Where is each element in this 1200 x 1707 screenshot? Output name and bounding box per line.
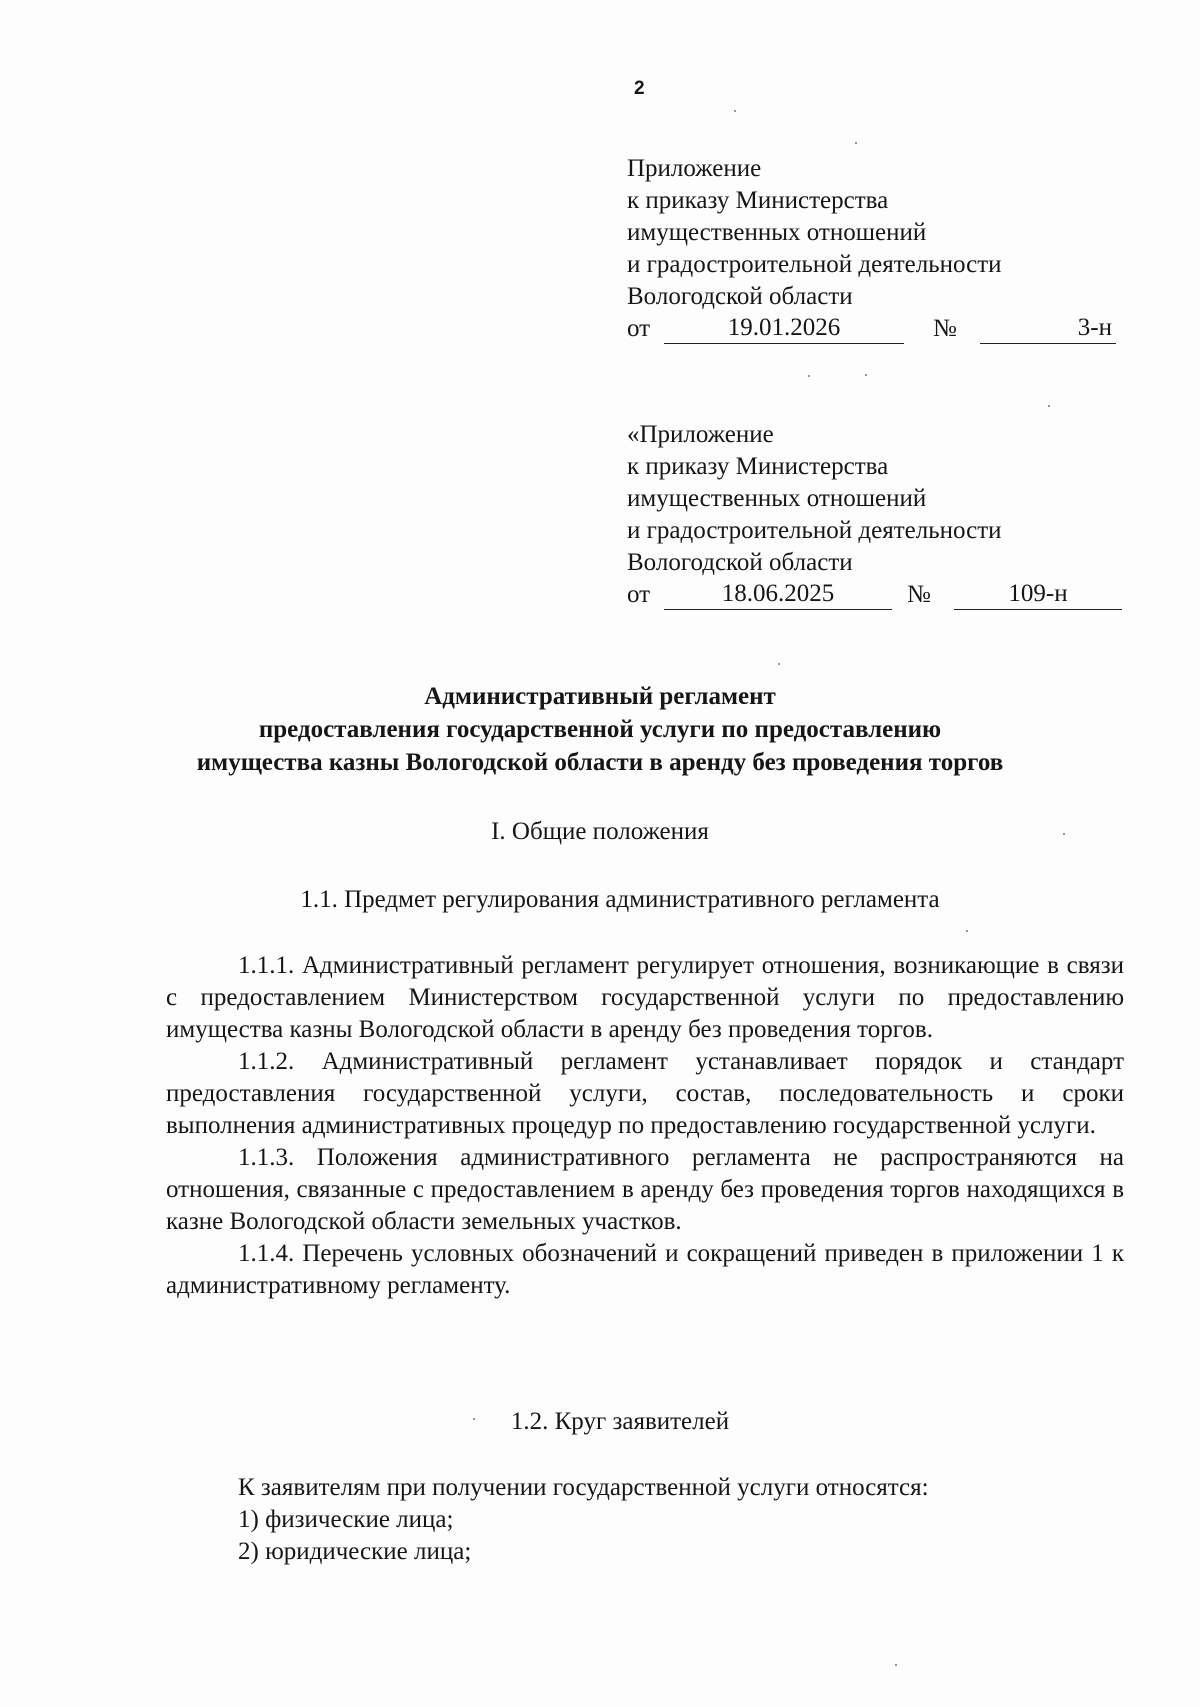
scan-speck bbox=[778, 663, 780, 665]
order-number: 109-н bbox=[954, 579, 1122, 610]
from-label: от bbox=[627, 581, 651, 608]
title-line: Административный регламент bbox=[424, 683, 776, 710]
list-item: 2) юридические лица; bbox=[238, 1538, 472, 1565]
paragraphs-1-1 bbox=[166, 950, 1124, 1302]
appendix-line: имущественных отношений bbox=[627, 485, 927, 512]
subsection-heading: 1.2. Круг заявителей bbox=[510, 1408, 730, 1435]
appendix-line: Вологодской области bbox=[627, 283, 853, 310]
paragraph-1-1-2: 1.1.2. Административный регламент устанавливает порядок и стандарт предоставления государственной услуги, состав, последовательность и сроки выполнения административных процедур по предоставлению государственной услуги. bbox=[166, 1048, 1124, 1139]
scan-speck bbox=[1048, 405, 1050, 407]
appendix-current-block bbox=[627, 153, 1112, 347]
scan-speck bbox=[808, 375, 810, 377]
list-item: 1) физические лица; bbox=[238, 1506, 454, 1533]
appendix-previous-block bbox=[627, 419, 1068, 613]
order-date: 19.01.2026 bbox=[664, 313, 904, 344]
number-label: № bbox=[933, 315, 957, 342]
scan-speck bbox=[966, 930, 968, 932]
appendix-line: и градостроительной деятельности bbox=[627, 517, 1002, 544]
appendix-line: Вологодской области bbox=[627, 549, 853, 576]
title-line: предоставления государственной услуги по предоставлению bbox=[258, 716, 942, 743]
appendix-line: «Приложение bbox=[627, 421, 774, 448]
appendix-date-line bbox=[627, 579, 1068, 613]
document-title bbox=[120, 680, 1080, 779]
applicants-block bbox=[166, 1472, 1124, 1568]
paragraph-1-1-4: 1.1.4. Перечень условных обозначений и сокращений приведен в приложении 1 к административному регламенту. bbox=[166, 1240, 1124, 1299]
scan-speck bbox=[473, 1418, 475, 1420]
number-label: № bbox=[907, 581, 931, 608]
scan-speck bbox=[855, 142, 857, 144]
order-number: 3-н bbox=[980, 313, 1116, 344]
paragraph-1-1-3: 1.1.3. Положения административного регламента не распространяются на отношения, связанные с предоставлением в аренду без проведения торгов находящихся в казне Вологодской области земельных участков. bbox=[166, 1144, 1124, 1235]
scan-speck bbox=[734, 110, 736, 112]
page-number: 2 bbox=[634, 78, 645, 99]
section-heading: I. Общие положения bbox=[491, 818, 709, 845]
title-line: имущества казны Вологодской области в аренду без проведения торгов bbox=[196, 749, 1004, 776]
appendix-line: Приложение bbox=[627, 155, 762, 182]
from-label: от bbox=[627, 315, 651, 342]
scan-speck bbox=[895, 1664, 897, 1666]
appendix-line: к приказу Министерства bbox=[627, 453, 889, 480]
appendix-line: имущественных отношений bbox=[627, 219, 927, 246]
appendix-date-line bbox=[627, 313, 1112, 347]
order-date: 18.06.2025 bbox=[664, 579, 892, 610]
paragraph-1-1-1: 1.1.1. Административный регламент регулирует отношения, возникающие в связи с предоставлением Министерством государственной услуги по предоставлению имущества казны Вологодской области в аренду без проведения торгов. bbox=[166, 952, 1124, 1043]
scan-speck bbox=[1063, 833, 1065, 835]
appendix-line: и градостроительной деятельности bbox=[627, 251, 1002, 278]
appendix-line: к приказу Министерства bbox=[627, 187, 889, 214]
scan-speck bbox=[865, 374, 867, 376]
subsection-heading: 1.1. Предмет регулирования административного регламента bbox=[300, 886, 940, 913]
applicants-intro: К заявителям при получении государственной услуги относятся: bbox=[238, 1474, 929, 1501]
